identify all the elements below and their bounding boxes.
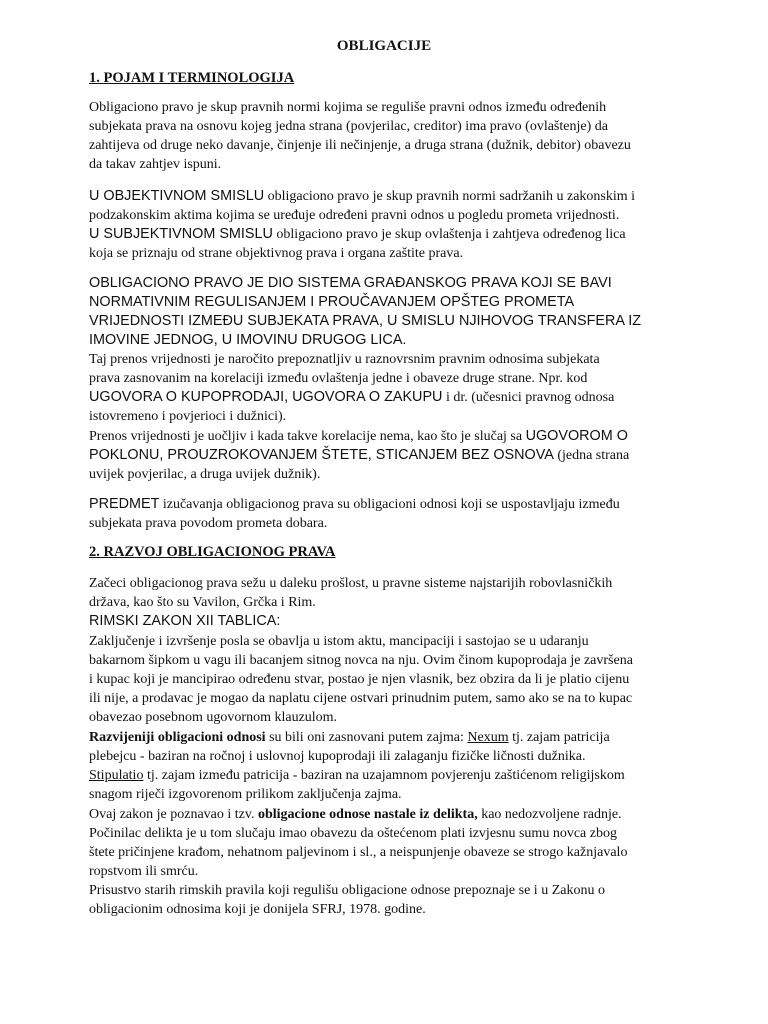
caps-term: UGOVORA O KUPOPRODAJI, UGOVORA O ZAKUPU: [89, 389, 443, 405]
caps-paragraph-line: IMOVINE JEDNOG, U IMOVINU DRUGOG LICA.: [89, 332, 407, 348]
text-run: kao nedozvoljene radnje.: [477, 807, 622, 822]
paragraph-line: subjekata prava na osnovu kojeg jedna strana (povjerilac, creditor) ima pravo (ovlaštenje) da: [89, 119, 608, 134]
paragraph-line: [89, 766, 625, 785]
caps-paragraph-line: NORMATIVNIM REGULISANJEM I PROUČAVANJEM OPŠTEG PROMETA: [89, 294, 575, 310]
caps-paragraph-line: RIMSKI ZAKON XII TABLICA:: [89, 613, 281, 629]
paragraph-line: istovremeno i povjerioci i dužnici).: [89, 409, 287, 424]
paragraph-line: [89, 225, 626, 244]
paragraph-line: [89, 728, 610, 747]
paragraph-line: ili nije, a prodavac je mogao da naplatu cijene ostvari prinudnim putem, samo ako se na to kupac: [89, 691, 633, 706]
paragraph-line: uvijek povjerilac, a druga uvijek dužnik).: [89, 467, 321, 482]
paragraph-line: štete pričinjene krađom, nehatnom paljevinom i sl., a neispunjenje obaveze se strogo kažnjavalo: [89, 845, 628, 860]
paragraph-line: snagom riječi izgovorenom prilikom zaključenja zajma.: [89, 787, 402, 802]
paragraph-line: [89, 446, 629, 465]
paragraph-line: obligacionim odnosima koji je donijela SFRJ, 1978. godine.: [89, 902, 426, 917]
paragraph-line: podzakonskim aktima kojima se uređuje određeni pravni odnos u pogledu prometa vrijednosti.: [89, 208, 620, 223]
text-run: Ovaj zakon je poznavao i tzv.: [89, 807, 258, 822]
text-run: tj. zajam između patricija - baziran na uzajamnom povjerenju zaštićenom religijskom: [143, 768, 625, 783]
text-run: (jedna strana: [553, 448, 630, 463]
paragraph-line: [89, 805, 622, 824]
paragraph-line: [89, 187, 635, 206]
text-run: izučavanja obligacionog prava su obligacioni odnosi koji se uspostavljaju između: [159, 497, 620, 512]
document-title: OBLIGACIJE: [336, 38, 432, 54]
paragraph-line: i kupac koji je mancipirao određenu stvar, postao je njen vlasnik, bez obzira da li je platio cijenu: [89, 672, 630, 687]
paragraph-line: koja se priznaju od strane objektivnog prava i organa zaštite prava.: [89, 246, 464, 261]
paragraph-line: država, kao što su Vavilon, Grčka i Rim.: [89, 595, 316, 610]
paragraph-line: Počinilac delikta je u tom slučaju imao obavezu da oštećenom plati izvjesnu sumu novca zbog: [89, 826, 617, 841]
underlined-term: Stipulatio: [89, 768, 144, 783]
paragraph-line: [89, 495, 620, 514]
text-run: Prenos vrijednosti je uočljiv i kada takve korelacije nema, kao što je slučaj sa: [89, 429, 526, 444]
bold-term: Razvijeniji obligacioni odnosi: [89, 730, 266, 745]
caps-term: UGOVOROM O: [525, 428, 628, 444]
text-run: su bili oni zasnovani putem zajma:: [265, 730, 468, 745]
paragraph-line: bakarnom šipkom u vagu ili bacanjem sitnog novca na nju. Ovim činom kupoprodaja je završena: [89, 653, 633, 668]
paragraph-line: plebejcu - baziran na ročnoj i uslovnoj kupoprodaji ili zalaganju fizičke ličnosti dužnika.: [89, 749, 586, 764]
paragraph-line: [89, 427, 628, 446]
paragraph-line: Taj prenos vrijednosti je naročito prepoznatljiv u raznovrsnim pravnim odnosima subjekata: [89, 352, 600, 367]
paragraph-line: prava zasnovanim na korelaciji između ovlaštenja jedne i obaveze druge strane. Npr. kod: [89, 371, 588, 386]
underlined-term: Nexum: [467, 730, 509, 745]
text-run: obligaciono pravo je skup pravnih normi sadržanih u zakonskim i: [264, 189, 636, 204]
paragraph-line: Obligaciono pravo je skup pravnih normi kojima se reguliše pravni odnos između određenih: [89, 100, 607, 115]
caps-paragraph-line: OBLIGACIONO PRAVO JE DIO SISTEMA GRAĐANSKOG PRAVA KOJI SE BAVI: [89, 275, 612, 291]
paragraph-line: da takav zahtjev ispuni.: [89, 157, 222, 172]
caps-paragraph-line: VRIJEDNOSTI IZMEĐU SUBJEKATA PRAVA, U SMISLU NJIHOVOG TRANSFERA IZ: [89, 313, 641, 329]
caps-term: U OBJEKTIVNOM SMISLU: [89, 188, 265, 204]
bold-term: obligacione odnose nastale iz delikta,: [257, 807, 478, 822]
paragraph-line: Prisustvo starih rimskih pravila koji regulišu obligacione odnose prepoznaje se i u Zakonu o: [89, 883, 605, 898]
paragraph-line: Zaključenje i izvršenje posla se obavlja u istom aktu, mancipaciji i sastojao se u udaranju: [89, 634, 589, 649]
paragraph-line: zahtijeva od druge neko davanje, činjenje ili nečinjenje, a druga strana (dužnik, debitor) obavezu: [89, 138, 631, 153]
text-run: i dr. (učesnici pravnog odnosa: [442, 390, 615, 405]
caps-term: PREDMET: [89, 496, 160, 512]
paragraph-line: subjekata prava povodom prometa dobara.: [89, 516, 328, 531]
paragraph-line: ropstvom ili smrću.: [89, 864, 199, 879]
section-1-heading: 1. POJAM I TERMINOLOGIJA: [89, 70, 295, 86]
paragraph-line: Začeci obligacionog prava sežu u daleku prošlost, u pravne sisteme najstarijih robovlasničkih: [89, 576, 613, 591]
caps-term: U SUBJEKTIVNOM SMISLU: [89, 226, 273, 242]
paragraph-line: obavezao posebnom ugovornom klauzulom.: [89, 710, 338, 725]
text-run: obligaciono pravo je skup ovlaštenja i zahtjeva određenog lica: [272, 227, 626, 242]
section-2-heading: 2. RAZVOJ OBLIGACIONOG PRAVA: [89, 544, 336, 560]
paragraph-line: [89, 388, 614, 407]
caps-term: POKLONU, PROUZROKOVANJEM ŠTETE, STICANJEM BEZ OSNOVA: [89, 447, 554, 463]
text-run: tj. zajam patricija: [508, 730, 610, 745]
